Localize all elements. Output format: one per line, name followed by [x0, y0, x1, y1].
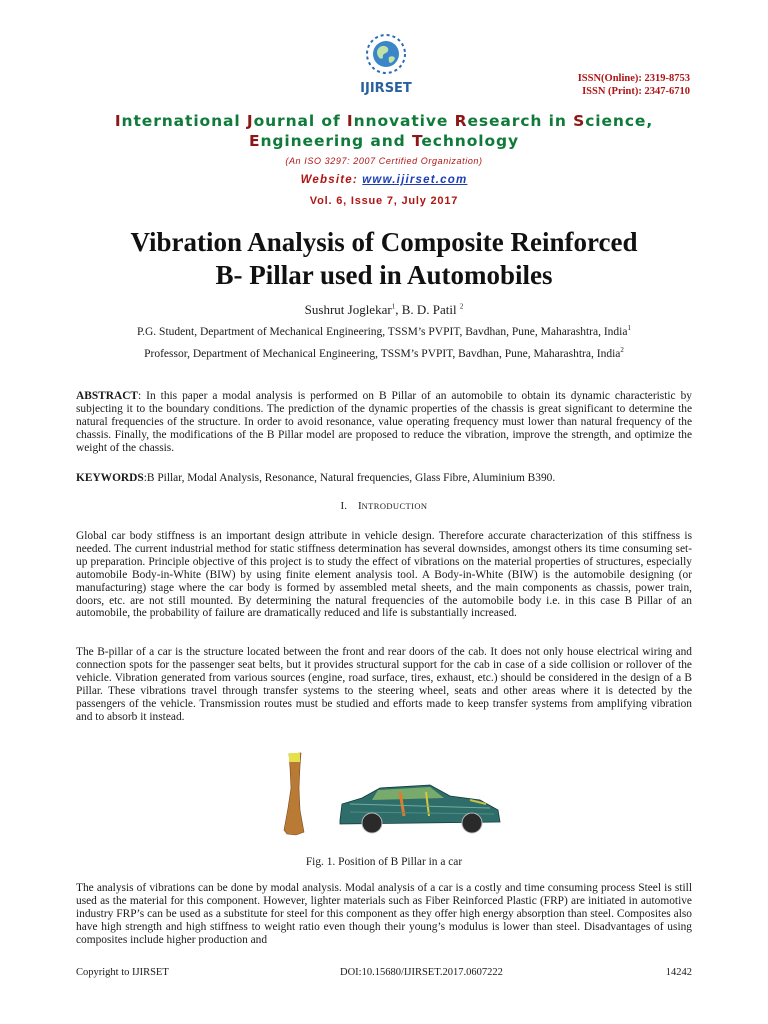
- journal-name-line2-text: Engineering and Technology: [248, 132, 520, 150]
- website-link[interactable]: www.ijirset.com: [362, 174, 468, 186]
- journal-logo: [340, 30, 432, 100]
- authors: [0, 302, 768, 318]
- section-number: I.: [340, 500, 347, 512]
- abstract-text: : In this paper a modal analysis is performed on B Pillar of an automobile to obtain its dynamic characteristic by subjecting it to the boundary conditions. The prediction of the dynamic properties of the chassis is great significant to determine the natural frequencies of the structure. In order to avoid resonance, value operating frequency must lower than natural frequency of the chassis. Finally, the modifications of the B Pillar model are proposed to reduce the vibration, improve the strength, and optimize the weight of the chassis.: [76, 390, 692, 454]
- footer-page-number: 14242: [665, 967, 692, 978]
- paragraph-3: The analysis of vibrations can be done by modal analysis. Modal analysis of a car is a costly and time consuming process Steel is still used as the material for this component. However, lighter materials such as Fiber Reinforced Plastic (FRP) are initiated in automotive industry FRP’s can be used as a substitute for steel for this component as they offer high energy absorption than steel. Composites also have high strength and high stiffness to weight ratio even though their young’s modulus is lower than steel. Disadvantages of using composites include higher production and: [76, 882, 692, 946]
- affiliation-1: [0, 326, 768, 338]
- section-title-first: I: [357, 500, 362, 512]
- footer-copyright: Copyright to IJIRSET: [76, 967, 169, 978]
- issn-online: ISSN(Online): 2319-8753: [577, 73, 690, 84]
- keywords-text: :B Pillar, Modal Analysis, Resonance, Natural frequencies, Glass Fibre, Aluminium B390.: [143, 472, 556, 484]
- affiliation-2-text: Professor, Department of Mechanical Engineering, TSSM’s PVPIT, Bavdhan, Pune, Maharashtra, India: [144, 348, 621, 360]
- logo-text: IJIRSET: [360, 81, 412, 96]
- author-1-sup: 1: [391, 302, 396, 311]
- intro-paragraph-1: Global car body stiffness is an important design attribute in vehicle design. Therefore accurate characterization of this stiffness is needed. The current industrial method for static stiffness determination has several downsides, amongst others its time consuming set-up preparation. Principle objective of this project is to study the effect of vibrations on the material properties of structures, especially automobile Body-in-White (BIW) by using finite element analysis tool. A Body-in-White (BIW) is the automobile designing (or manufacturing) stage where the car body is formed by assembled metal sheets, and the main components as chassis, power train, doors, etc. are not still mounted. By determining the natural frequencies of the automobile body i.e. in this case B Pillar of an automobile, the probability of failure are dramatically reduced and life is substantially increased.: [76, 530, 692, 620]
- footer-doi: DOI:10.15680/IJIRSET.2017.0607222: [340, 967, 503, 978]
- website-line: [0, 174, 768, 186]
- intro-paragraph-2: The B-pillar of a car is the structure located between the front and rear doors of the cab. It does not only house electrical wiring and connection spots for the passenger seat belts, but it provides structural support for the cab in case of a side collision or rollover of the vehicle. Vibration generated from various sources (engine, road surface, tires, exhaust, etc.) should be considered in the design of a B Pillar. These vibrations travel through transfer systems to the steering wheel, seats and other areas where it is detected by the passengers of the vehicle. Transmission routes must be studied and efforts made to keep transfer systems from amplifying vibration and to absorb it instead.: [76, 646, 692, 723]
- author-1: Sushrut Joglekar: [304, 302, 392, 317]
- section-title-rest: NTRODUCTION: [361, 501, 428, 511]
- keywords: [76, 472, 692, 485]
- issn-print: ISSN (Print): 2347-6710: [582, 86, 690, 97]
- affiliation-1-sup: 1: [627, 324, 631, 333]
- section-heading-introduction: [0, 500, 768, 512]
- journal-name-line2: [0, 132, 768, 150]
- paper-title: [0, 226, 768, 292]
- keywords-label: KEYWORDS: [76, 472, 144, 484]
- journal-name-line1-text: International Journal of Innovative Research in Science,: [114, 112, 654, 130]
- journal-name-line1: [0, 112, 768, 130]
- iso-note: (An ISO 3297: 2007 Certified Organization): [285, 156, 483, 166]
- affiliation-2: [0, 348, 768, 360]
- abstract: [76, 390, 692, 455]
- figure-b-pillar-car: [280, 752, 510, 848]
- paper-title-line1: Vibration Analysis of Composite Reinforced: [130, 227, 638, 257]
- affiliation-2-sup: 2: [620, 346, 624, 355]
- paper-title-line2: B- Pillar used in Automobiles: [215, 260, 553, 290]
- author-sep: ,: [395, 302, 402, 317]
- author-2: B. D. Patil: [401, 302, 460, 317]
- website-label: Website:: [300, 174, 363, 186]
- volume-issue: Vol. 6, Issue 7, July 2017: [309, 195, 459, 207]
- author-2-sup: 2: [459, 302, 464, 311]
- affiliation-1-text: P.G. Student, Department of Mechanical Engineering, TSSM’s PVPIT, Bavdhan, Pune, Maharashtra, India: [137, 326, 628, 338]
- figure-caption: Fig. 1. Position of B Pillar in a car: [305, 856, 463, 868]
- abstract-label: ABSTRACT: [76, 390, 139, 402]
